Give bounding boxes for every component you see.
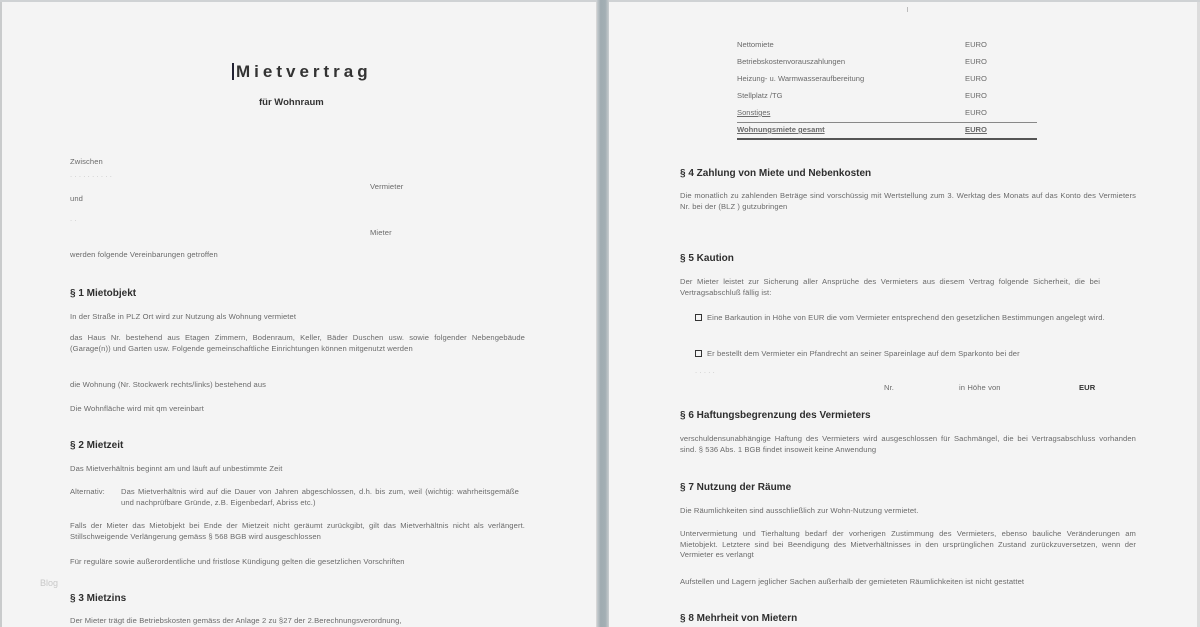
section-5-heading: § 5 Kaution bbox=[680, 253, 734, 264]
rent-row-operating-costs: Betriebskostenvorauszahlungen EURO bbox=[737, 57, 987, 66]
section-2-heading: § 2 Mietzeit bbox=[70, 440, 124, 451]
section-7-heading: § 7 Nutzung der Räume bbox=[680, 482, 792, 493]
tenant-label: Mieter bbox=[370, 228, 392, 237]
blog-watermark: Blog bbox=[40, 578, 59, 588]
section-5-option-2: Er bestellt dem Vermieter ein Pfandrecht an seiner Spareinlage auf dem Sparkonto bei der bbox=[695, 349, 1020, 360]
section-1-p3: die Wohnung (Nr. Stockwerk rechts/links) bestehend aus bbox=[70, 380, 267, 389]
amount-label: in Höhe von bbox=[959, 383, 1001, 392]
section-2-alt-label: Alternativ: bbox=[70, 487, 105, 496]
rent-row-net: Nettomiete EURO bbox=[737, 40, 987, 49]
rent-row-parking: Stellplatz /TG EURO bbox=[737, 91, 987, 100]
landlord-blank[interactable]: . . . . . . . . . . bbox=[70, 170, 112, 179]
section-7-p1: Die Räumlichkeiten sind ausschließlich zur Wohn-Nutzung vermietet. bbox=[680, 506, 919, 515]
section-7-p2: Untervermietung und Tierhaltung bedarf der vorherigen Zustimmung des Vermieters, ebenso bauliche Veränderungen am Mietobjekt. Letztere sind bei Beendigung des Mietverhältnisses in den ursprünglichen Zustand zurückzuversetzen, wenn der Vermieter es verlangt bbox=[680, 529, 1136, 559]
section-5-p1: Der Mieter leistet zur Sicherung aller Ansprüche des Vermieters aus diesem Vertrag folgende Sicherheit, die bei Vertragsabschluß fällig ist: bbox=[680, 277, 1100, 297]
section-7-p3: Aufstellen und Lagern jeglicher Sachen außerhalb der gemieteten Räumlichkeiten ist nicht gestattet bbox=[680, 577, 1025, 586]
section-5-option-1: Eine Barkaution in Höhe von EUR die vom Vermieter entsprechend den gesetzlichen Bestimmungen angelegt wird. bbox=[695, 313, 1140, 324]
agreement-text: werden folgende Vereinbarungen getroffen bbox=[70, 250, 218, 259]
document-title: Mietvertrag bbox=[232, 62, 372, 82]
document-page-1 bbox=[0, 2, 597, 627]
section-2-p4: Für reguläre sowie außerordentliche und fristlose Kündigung gelten die gesetzlichen Vorschriften bbox=[70, 557, 405, 566]
section-4-p1: Die monatlich zu zahlenden Beträge sind vorschüssig mit Wertstellung zum 3. Werktag des Monats auf das Konto des Vermieters Nr. bei der (BLZ ) gutzubringen bbox=[680, 191, 1136, 211]
checkbox-cash-deposit[interactable] bbox=[695, 314, 702, 321]
section-2-alt-text: Das Mietverhältnis wird auf die Dauer von Jahren abgeschlossen, d.h. bis zum, weil (wichtig: wahrheitsgemäße und nachprüfbare Gründe, z.B. Eigenbedarf, Abriss etc.) bbox=[121, 487, 519, 507]
and-label: und bbox=[70, 194, 83, 203]
section-6-heading: § 6 Haftungsbegrenzung des Vermieters bbox=[680, 410, 871, 421]
section-4-heading: § 4 Zahlung von Miete und Nebenkosten bbox=[680, 168, 872, 179]
bank-blank[interactable]: . . . . . bbox=[695, 366, 715, 375]
rent-row-total: Wohnungsmiete gesamt EURO bbox=[737, 123, 1037, 140]
landlord-label: Vermieter bbox=[370, 182, 404, 191]
document-subtitle: für Wohnraum bbox=[259, 97, 324, 108]
between-label: Zwischen bbox=[70, 157, 103, 166]
section-6-p1: verschuldensunabhängige Haftung des Vermieters wird ausgeschlossen für Sachmängel, die bei Vertragsabschluss vorhanden sind. § 536 Abs. 1 BGB findet insoweit keine Anwendung bbox=[680, 434, 1136, 454]
amount-currency: EUR bbox=[1079, 383, 1096, 392]
section-3-p1: Der Mieter trägt die Betriebskosten gemäss der Anlage 2 zu §27 der 2.Berechnungsverordnung, bbox=[70, 616, 402, 625]
section-3-heading: § 3 Mietzins bbox=[70, 593, 127, 604]
section-2-p1: Das Mietverhältnis beginnt am und läuft auf unbestimmte Zeit bbox=[70, 464, 283, 473]
section-1-p2: das Haus Nr. bestehend aus Etagen Zimmern, Bodenraum, Keller, Bäder Duschen usw. sowie folgender Nebengebäude (Garage(n)) und Garten usw. Folgende gemeinschaftliche Einrichtungen können mitgenutzt werden bbox=[70, 333, 525, 353]
section-1-p4: Die Wohnfläche wird mit qm vereinbart bbox=[70, 404, 204, 413]
rent-row-heating: Heizung- u. Warmwasseraufbereitung EURO bbox=[737, 74, 987, 83]
account-nr-label: Nr. bbox=[884, 383, 895, 392]
section-2-p3: Falls der Mieter das Mietobjekt bei Ende der Mietzeit nicht geräumt zurückgibt, gilt das Mietverhältnis nicht als verlängert. Stillschweigende Verlängerung gemäss § 568 BGB wird ausgeschlossen bbox=[70, 521, 525, 541]
tenant-blank[interactable]: . . bbox=[70, 214, 77, 223]
section-1-p1: In der Straße in PLZ Ort wird zur Nutzung als Wohnung vermietet bbox=[70, 312, 297, 321]
rent-table bbox=[737, 38, 1037, 140]
checkbox-pledge[interactable] bbox=[695, 350, 702, 357]
cursor-mark bbox=[907, 7, 908, 12]
text-cursor bbox=[232, 63, 234, 80]
page-divider bbox=[597, 0, 609, 627]
section-1-heading: § 1 Mietobjekt bbox=[70, 288, 137, 299]
document-page-2 bbox=[609, 2, 1200, 627]
rent-row-other: Sonstiges EURO bbox=[737, 106, 1037, 123]
section-8-heading: § 8 Mehrheit von Mietern bbox=[680, 613, 798, 624]
